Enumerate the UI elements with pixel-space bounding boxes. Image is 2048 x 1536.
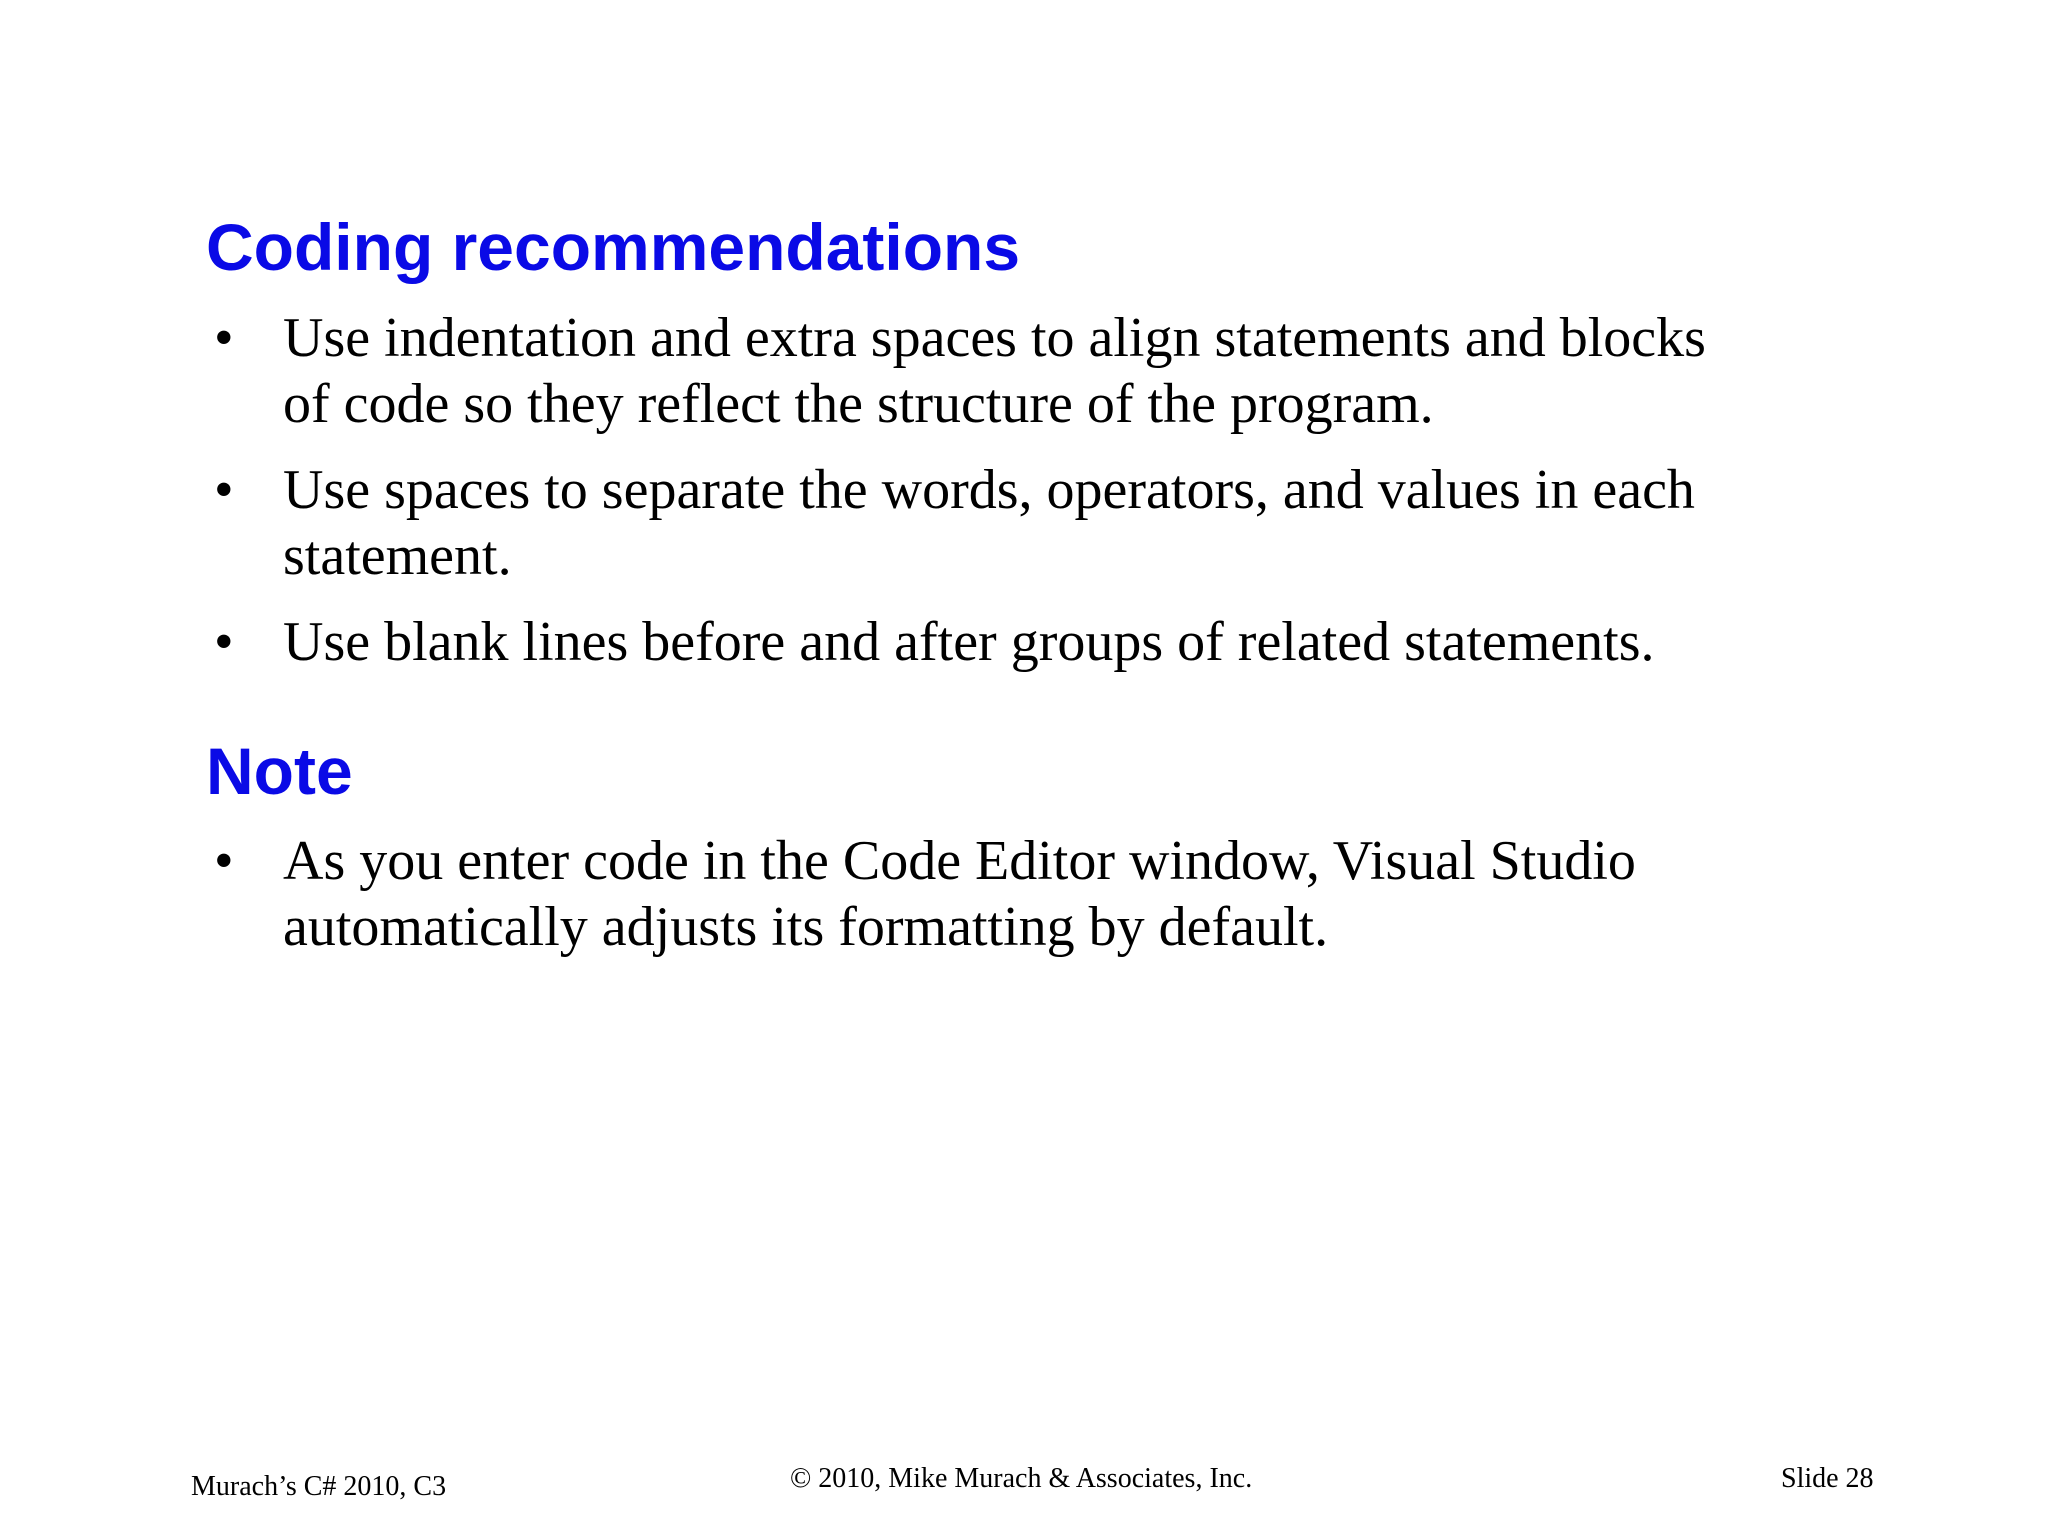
- bullet-text: As you enter code in the Code Editor window, Visual Studio automatically adjusts its formatting by default.: [283, 830, 1636, 958]
- list-item: [206, 305, 1766, 437]
- note-heading: Note: [206, 734, 353, 808]
- bullet-icon: •: [214, 611, 234, 673]
- footer-slide-number: Slide 28: [1781, 1463, 1874, 1494]
- footer-book-title: Murach’s C# 2010, C3: [191, 1471, 447, 1502]
- bullet-icon: •: [214, 830, 234, 892]
- footer-copyright: © 2010, Mike Murach & Associates, Inc.: [790, 1463, 1253, 1494]
- coding-recommendations-heading: Coding recommendations: [206, 210, 1021, 284]
- list-item: [206, 828, 1766, 960]
- list-item: [206, 457, 1766, 589]
- bullet-text: Use blank lines before and after groups of related statements.: [283, 611, 1655, 673]
- bullet-text: Use indentation and extra spaces to align statements and blocks of code so they reflect the structure of the program.: [283, 307, 1706, 435]
- coding-recommendations-list: [206, 305, 1766, 695]
- bullet-text: Use spaces to separate the words, operators, and values in each statement.: [283, 459, 1695, 587]
- list-item: [206, 609, 1766, 675]
- note-list: [206, 828, 1766, 980]
- bullet-icon: •: [214, 307, 234, 369]
- bullet-icon: •: [214, 459, 234, 521]
